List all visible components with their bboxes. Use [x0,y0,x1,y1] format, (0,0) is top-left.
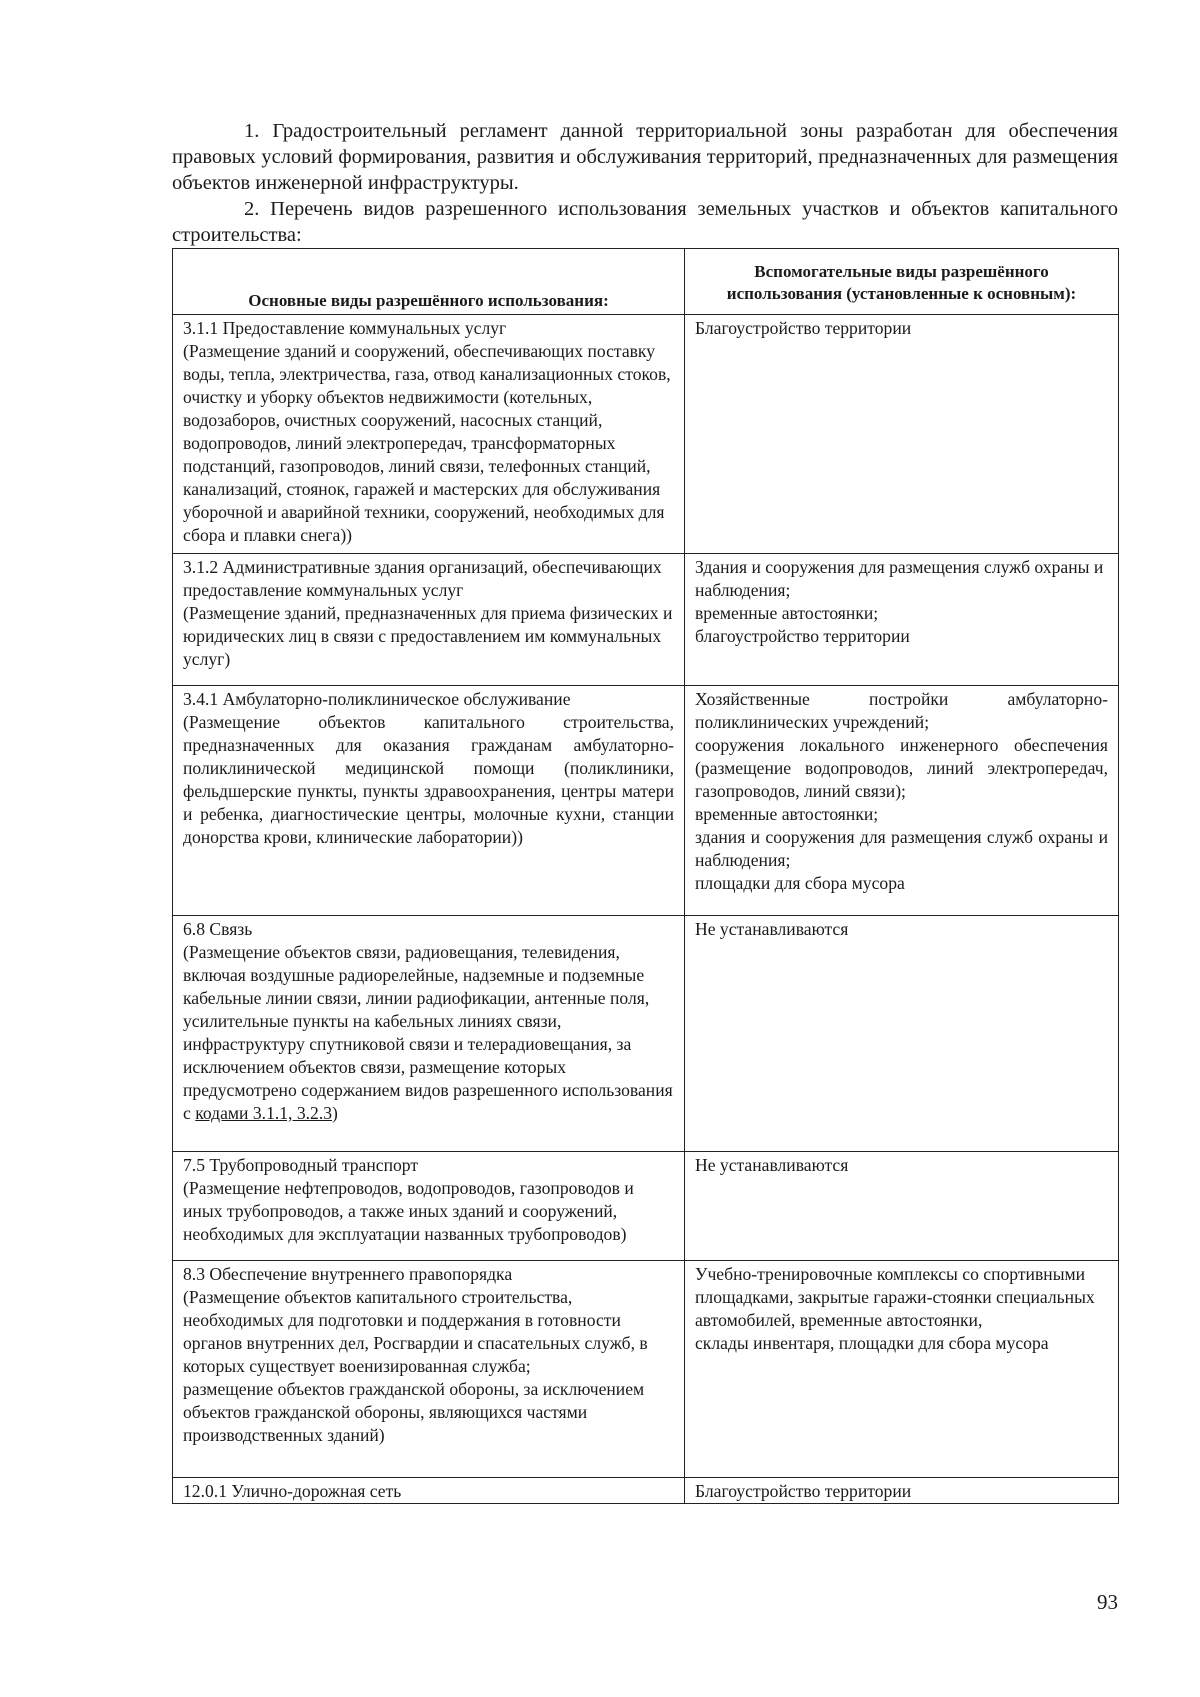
table-row [173,1478,1119,1504]
table-row [173,1261,1119,1478]
aux-use-cell [685,916,1119,1152]
aux-use-item: склады инвентаря, площадки для сбора мусора [695,1333,1049,1353]
permitted-uses-table [172,248,1119,1504]
aux-use-item: Учебно-тренировочные комплексы со спортивными площадками, закрытые гаражи-стоянки специальных автомобилей, временные автостоянки, [695,1264,1095,1330]
table-header-row [173,249,1119,315]
main-use-title: 12.0.1 Улично-дорожная сеть [183,1481,402,1501]
main-use-description-end: ) [332,1103,338,1123]
main-use-description: (Размещение объектов капитального строительства, предназначенных для оказания гражданам амбулаторно-поликлинической медицинской помощи (поликлиники, фельдшерские пункты, пункты здравоохранения, центры матери и ребенка, диагностические центры, молочные кухни, станции донорства крови, клинические лаборатории)) [183,712,674,847]
main-use-description: (Размещение нефтепроводов, водопроводов, газопроводов и иных трубопроводов, а также иных зданий и сооружений, необходимых для эксплуатации названных трубопроводов) [183,1178,634,1244]
header-aux-uses: Вспомогательные виды разрешённого использования (установленные к основным): [685,249,1119,315]
table-row [173,686,1119,916]
aux-use-item: Хозяйственные постройки амбулаторно-поликлинических учреждений; [695,689,1108,732]
intro-paragraph-1: 1. Градостроительный регламент данной территориальной зоны разработан для обеспечения правовых условий формирования, развития и обслуживания территорий, предназначенных для размещения объектов инженерной инфраструктуры. [172,120,1118,194]
table-row [173,554,1119,686]
page-number: 93 [1097,1590,1118,1614]
aux-use-cell [685,1478,1119,1504]
main-use-title: 3.1.2 Административные здания организаций, обеспечивающих предоставление коммунальных услуг [183,557,662,600]
main-use-title: 6.8 Связь [183,919,253,939]
table-row [173,315,1119,554]
main-use-description-text: (Размещение объектов связи, радиовещания, телевидения, включая воздушные радиорелейные, надземные и подземные кабельные линии связи, линии радиофикации, антенные поля, усилительные пункты на кабельных линиях связи, инфраструктуру спутниковой связи и телерадиовещания, за исключением объектов связи, размещение которых предусмотрено содержанием видов разрешенного использования с [183,942,673,1123]
aux-use-item: благоустройство территории [695,626,910,646]
aux-use-item: Не устанавливаются [695,919,849,939]
main-use-description: (Размещение зданий, предназначенных для приема физических и юридических лиц в связи с предоставлением им коммунальных услуг) [183,603,673,669]
main-use-cell [173,1261,685,1478]
aux-use-cell [685,1261,1119,1478]
aux-use-cell [685,315,1119,554]
main-use-title: 3.1.1 Предоставление коммунальных услуг [183,318,507,338]
main-use-description: размещение объектов гражданской обороны, за исключением объектов гражданской обороны, являющихся частями производственных зданий) [183,1379,645,1445]
table-row [173,1152,1119,1261]
main-use-cell [173,916,685,1152]
main-use-cell [173,1478,685,1504]
aux-use-cell [685,554,1119,686]
main-use-cell [173,1152,685,1261]
code-reference-link[interactable]: кодами 3.1.1, 3.2.3 [195,1103,333,1123]
aux-use-cell [685,1152,1119,1261]
aux-use-item: Здания и сооружения для размещения служб охраны и наблюдения; [695,557,1104,600]
aux-use-item: временные автостоянки; [695,804,879,824]
document-page [172,118,1118,1504]
aux-use-item: здания и сооружения для размещения служб охраны и наблюдения; [695,827,1108,870]
aux-use-item: Благоустройство территории [695,318,912,338]
header-main-uses: Основные виды разрешённого использования: [173,249,685,315]
main-use-title: 8.3 Обеспечение внутреннего правопорядка [183,1264,513,1284]
main-use-description: (Размещение зданий и сооружений, обеспечивающих поставку воды, тепла, электричества, газа, отвод канализационных стоков, очистку и уборку объектов недвижимости (котельных, водозаборов, очистных сооружений, насосных станций, водопроводов, линий электропередач, трансформаторных подстанций, газопроводов, линий связи, телефонных станций, канализаций, стоянок, гаражей и мастерских для обслуживания уборочной и аварийной техники, сооружений, необходимых для сбора и плавки снега)) [183,341,671,545]
aux-use-item: площадки для сбора мусора [695,873,905,893]
main-use-description: (Размещение объектов капитального строительства, необходимых для подготовки и поддержания в готовности органов внутренних дел, Росгвардии и спасательных служб, в которых существует военизированная служба; [183,1287,648,1376]
main-use-title: 3.4.1 Амбулаторно-поликлиническое обслуживание [183,689,571,709]
aux-use-item: Благоустройство территории [695,1481,912,1501]
main-use-description [183,941,674,1125]
aux-use-item: сооружения локального инженерного обеспечения (размещение водопроводов, линий электропередач, газопроводов, линий связи); [695,735,1108,801]
intro-paragraph-2: 2. Перечень видов разрешенного использования земельных участков и объектов капитального строительства: [172,198,1118,246]
aux-use-cell [685,686,1119,916]
main-use-cell [173,554,685,686]
main-use-title: 7.5 Трубопроводный транспорт [183,1155,419,1175]
main-use-cell [173,315,685,554]
main-use-cell [173,686,685,916]
aux-use-item: Не устанавливаются [695,1155,849,1175]
aux-use-item: временные автостоянки; [695,603,879,623]
table-row [173,916,1119,1152]
